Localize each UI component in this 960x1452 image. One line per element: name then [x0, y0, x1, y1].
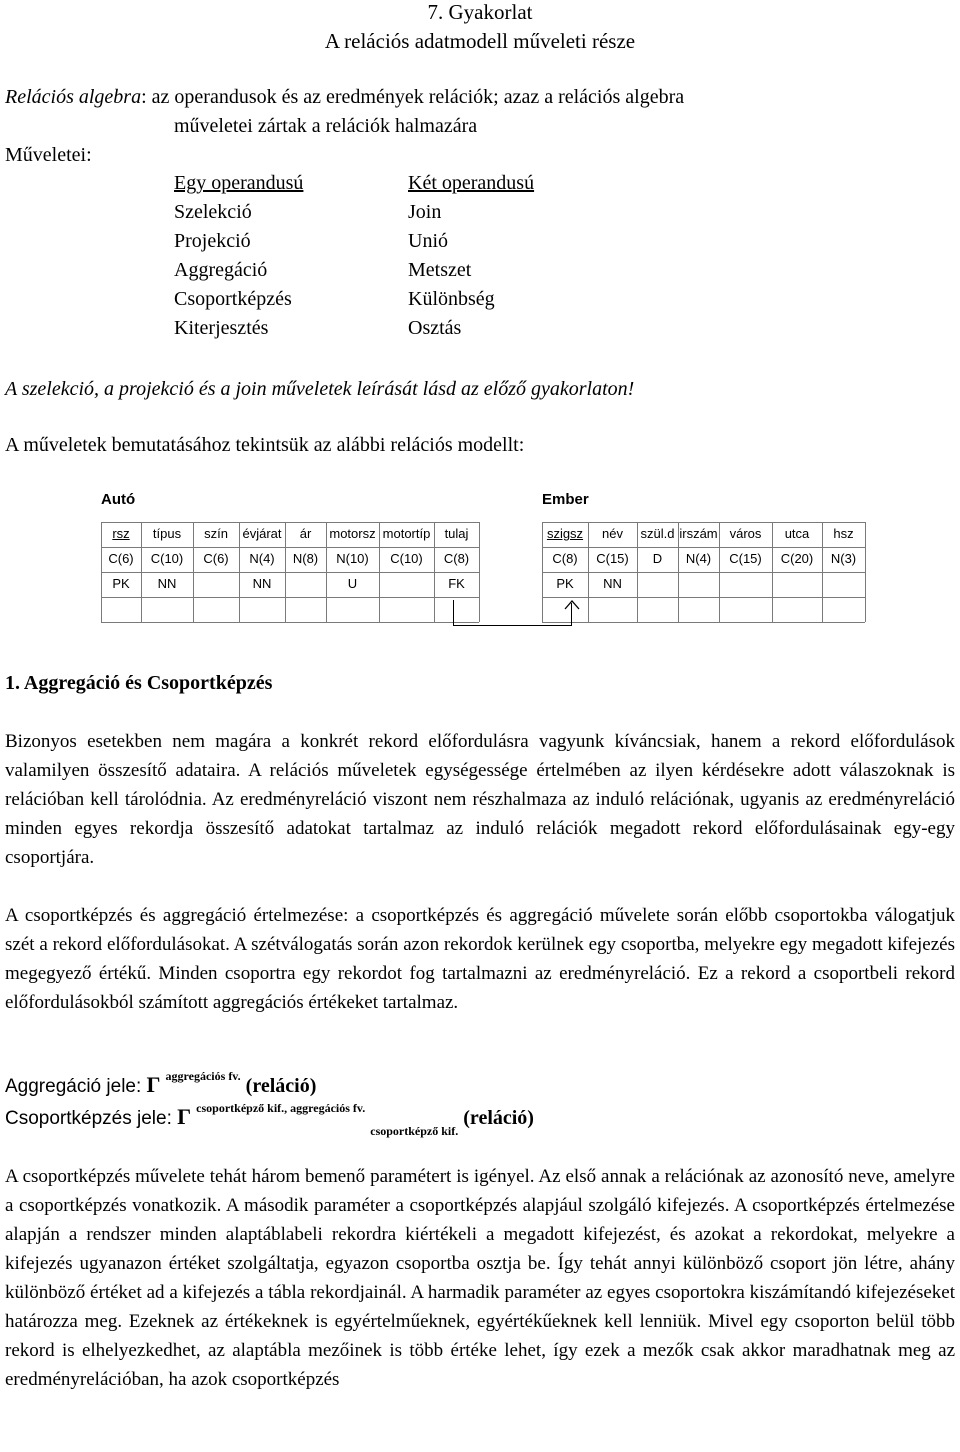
model-lead-text: A műveletek bemutatásához tekintsük az alábbi relációs modellt:: [5, 434, 525, 456]
auto-column-cell: típus: [152, 526, 182, 541]
auto-grid-vline: [101, 597, 102, 622]
ember-type-cell: N(3): [830, 551, 857, 566]
auto-grid-vline: [239, 522, 240, 597]
ember-grid-vline: [678, 597, 679, 622]
page-subtitle: A relációs adatmodell műveleti része: [324, 29, 636, 53]
auto-type-cell: N(4): [249, 551, 275, 566]
auto-key-cell: NN: [252, 576, 272, 591]
ember-grid-vline: [678, 522, 679, 597]
intro-definition: [5, 86, 684, 109]
auto-grid-bottom: [101, 622, 479, 623]
binary-op: Különbség: [408, 288, 495, 310]
ember-grid-hline: [542, 522, 865, 523]
auto-grid-vline: [285, 597, 286, 622]
auto-table-name: Autó: [101, 491, 136, 508]
auto-column-cell: évjárat: [242, 526, 282, 541]
auto-key-cell: NN: [157, 576, 177, 591]
section-heading: 1. Aggregáció és Csoportképzés: [5, 672, 273, 694]
note-previous-exercise: A szelekció, a projekció és a join műveletek leírását lásd az előző gyakorlaton!: [5, 378, 635, 400]
ember-column-cell: irszám: [679, 526, 718, 541]
auto-grid-vline: [141, 522, 142, 597]
auto-grid-vline: [379, 597, 380, 622]
grouping-subscript: csoportképző kif.: [370, 1124, 459, 1138]
binary-op: Osztás: [408, 317, 462, 339]
ember-grid-hline: [542, 572, 865, 573]
auto-grid-vline: [434, 522, 435, 597]
unary-op: Csoportképzés: [174, 288, 292, 310]
fk-connector-left: [453, 600, 454, 625]
aggregation-superscript: aggregációs fv.: [165, 1069, 241, 1084]
intro-def-line1: : az operandusok és az eredmények relációk; azaz a relációs algebra: [141, 86, 685, 108]
unary-op: Kiterjesztés: [174, 317, 269, 339]
ember-grid-vline: [719, 597, 720, 622]
ember-key-cell: [719, 576, 772, 597]
auto-grid-vline: [479, 597, 480, 622]
ember-type-cell: D: [652, 551, 663, 566]
auto-column-cell: rsz: [112, 526, 130, 541]
ember-grid-vline: [588, 597, 589, 622]
intro-term: Relációs algebra: [5, 86, 142, 108]
grouping-superscript: csoportképző kif., aggregációs fv.: [196, 1101, 366, 1116]
unary-op: Szelekció: [174, 201, 252, 223]
auto-key-cell: FK: [448, 576, 465, 591]
unary-op: Projekció: [174, 230, 251, 252]
auto-key-cell: U: [347, 576, 358, 591]
ember-grid-bottom: [542, 622, 865, 623]
gamma-symbol: Γ: [146, 1072, 161, 1097]
ember-grid-vline: [772, 522, 773, 597]
auto-grid-vline: [141, 597, 142, 622]
ember-grid-vline: [772, 597, 773, 622]
auto-grid-vline: [285, 522, 286, 597]
page-title: 7. Gyakorlat: [427, 0, 533, 24]
fk-connector-bottom: [453, 625, 571, 626]
auto-type-cell: N(10): [336, 551, 369, 566]
ember-type-cell: C(20): [780, 551, 814, 566]
ember-column-cell: szigsz: [546, 526, 584, 541]
auto-grid-vline: [479, 522, 480, 597]
ember-grid-vline: [542, 597, 543, 622]
binary-op: Unió: [408, 230, 448, 252]
ember-key-cell: NN: [603, 576, 622, 591]
ember-grid-vline: [865, 522, 866, 597]
auto-column-cell: ár: [299, 526, 312, 541]
relation-param: (reláció): [463, 1107, 534, 1129]
ember-grid-vline: [637, 597, 638, 622]
ember-key-cell: [772, 576, 822, 597]
grouping-notation: [5, 1101, 534, 1138]
ember-key-cell: [637, 576, 678, 597]
auto-grid-vline: [434, 597, 435, 622]
ember-type-cell: C(15): [596, 551, 629, 566]
auto-type-cell: N(8): [292, 551, 319, 566]
grouping-label: Csoportképzés jele:: [5, 1108, 178, 1129]
auto-type-cell: C(6): [203, 551, 229, 566]
intro-def-line2: műveletei zártak a relációk halmazára: [174, 115, 478, 137]
auto-column-cell: szín: [204, 526, 228, 541]
auto-grid-hline: [101, 572, 479, 573]
paragraph-2: A csoportképzés és aggregáció értelmezése: a csoportképzés és aggregáció művelete során előbb csoportokba válogatjuk szét a rekord előfordulásokat. A szétválogatás során azon rekordok kerülnek egy csoportba, melyekre egy megadott kifejezés megegyező értékű. Minden csoportra egy rekordot fog tartalmazni az eredményreláció. Ez a rekord a csoportbeli rekord előfordulásokból számított aggregációs értékeket tartalmaz.: [5, 905, 955, 1013]
ember-key-cell: [678, 576, 719, 597]
auto-grid-vline: [193, 522, 194, 597]
auto-type-cell: C(6): [108, 551, 134, 566]
auto-key-cell: PK: [112, 576, 130, 591]
relation-param: (reláció): [245, 1075, 317, 1097]
ember-type-cell: C(8): [552, 551, 578, 566]
paragraph-3: A csoportképzés művelete tehát három bemenő paramétert is igényel. Az első annak a relációnak az azonosító neve, amelyre a csoportképzés vonatkozik. A második paraméter a csoportképzés alapjául szolgáló kifejezés. A csoportképzés értelmezése alapján a rendszer minden alaptáblabeli rekordra kiértékeli a megadott kifejezést, és azokat a rekordokat, melyekre a kifejezés ugyanazon értéket szolgáltatja, egyazon csoportba osztja be. Így tehát annyi különböző csoport jön létre, ahány különböző értéket ad a kifejezés a tábla rekordjainál. A harmadik paraméter az egyes csoportokra kiszámítandó kifejezéseket határozza meg. Ezeknek az értékeknek is egyértelműeknek, egyértékűeknek kell lenniük. Mivel egy csoporton belül több rekord is elhelyezkedhet, az alaptábla mezőinek is több értéke lehet, így ezek a mezők csak akkor maradhatnak meg az eredményrelációban, ha azok csoportképzés: [5, 1166, 955, 1390]
ember-grid-vline: [822, 597, 823, 622]
auto-type-cell: C(10): [390, 551, 423, 566]
ember-type-cell: C(15): [729, 551, 762, 566]
ember-column-cell: szül.d: [640, 526, 675, 541]
auto-grid-vline: [379, 522, 380, 597]
aggregation-label: Aggregáció jele:: [5, 1076, 147, 1097]
ember-grid-vline: [865, 597, 866, 622]
auto-type-cell: C(10): [150, 551, 184, 566]
paragraph-1: Bizonyos esetekben nem magára a konkrét rekord előfordulásra vagyunk kíváncsiak, hanem a rekord előfordulások valamilyen összesítő adataira. A relációs műveletek egységessége értelmében az ilyen kérdésekre adott válaszoknak is relációban kell tárolódnia. Az eredményreláció viszont nem részhalmaza az induló relációnak, ugyanis az eredményreláció minden egyes rekordja összesítő adatokat tartalmaz az induló relációk megadott rekord előfordulásainak egy-egy csoportjára.: [5, 731, 955, 868]
auto-grid-vline: [193, 597, 194, 622]
auto-grid-hline: [101, 547, 479, 548]
auto-grid-hline: [101, 597, 479, 598]
ember-grid-hline: [542, 547, 865, 548]
ember-grid-hline: [542, 597, 865, 598]
ember-column-cell: város: [729, 526, 762, 541]
auto-key-cell: [379, 576, 434, 597]
auto-key-cell: [285, 576, 326, 597]
binary-op: Metszet: [408, 259, 472, 281]
fk-arrow-icon: [564, 598, 580, 610]
binary-header: Két operandusú: [408, 172, 535, 194]
ember-grid-vline: [542, 522, 543, 597]
auto-column-cell: motortíp: [382, 526, 431, 541]
auto-type-cell: C(8): [443, 551, 470, 566]
ember-key-cell: PK: [556, 576, 574, 591]
unary-op: Aggregáció: [174, 259, 268, 281]
auto-grid-hline: [101, 522, 479, 523]
auto-grid-vline: [101, 522, 102, 597]
binary-op: Join: [408, 201, 442, 223]
auto-grid-vline: [326, 597, 327, 622]
aggregation-notation: [5, 1069, 317, 1098]
ember-grid-vline: [822, 522, 823, 597]
ember-type-cell: N(4): [685, 551, 712, 566]
ember-grid-vline: [637, 522, 638, 597]
auto-grid-vline: [326, 522, 327, 597]
ember-key-cell: [822, 576, 865, 597]
auto-column-cell: motorsz: [329, 526, 376, 541]
ember-grid-vline: [719, 522, 720, 597]
ember-column-cell: név: [602, 526, 623, 541]
ember-column-cell: hsz: [833, 526, 854, 541]
auto-grid-vline: [239, 597, 240, 622]
ember-column-cell: utca: [784, 526, 810, 541]
ember-grid-vline: [588, 522, 589, 597]
auto-key-cell: [193, 576, 239, 597]
ember-table-name: Ember: [542, 491, 589, 508]
gamma-symbol: Γ: [177, 1104, 192, 1129]
operations-label: Műveletei:: [5, 144, 92, 166]
auto-column-cell: tulaj: [444, 526, 469, 541]
unary-header: Egy operandusú: [174, 172, 304, 194]
